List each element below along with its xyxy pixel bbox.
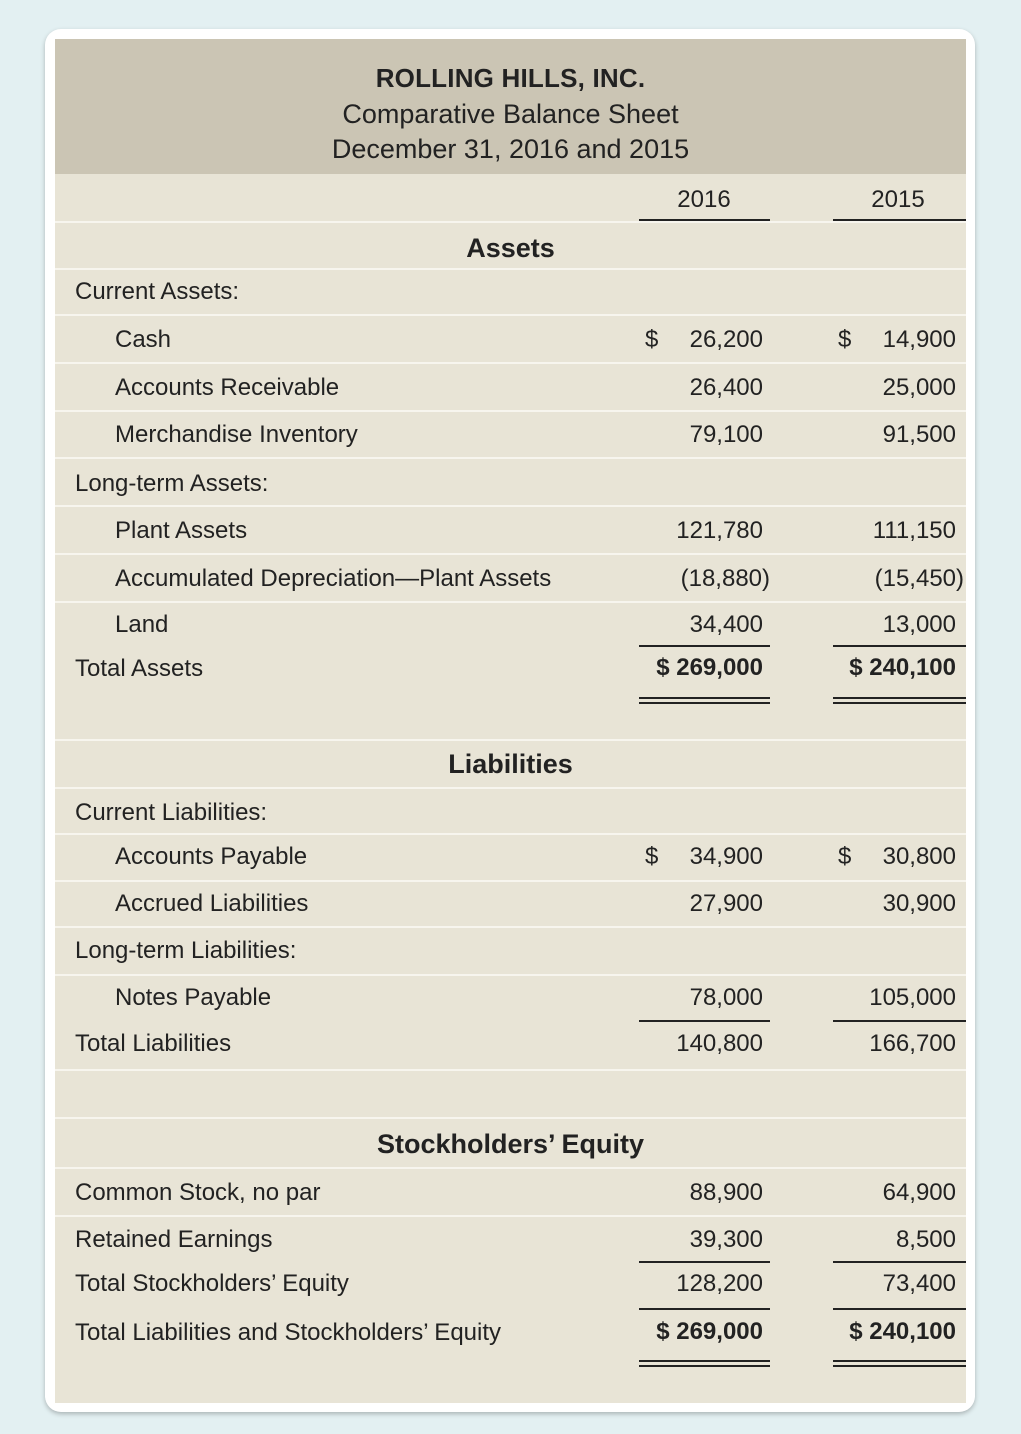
row-label: Merchandise Inventory — [115, 421, 358, 448]
double-rule-2015 — [833, 697, 966, 699]
value-2015: 166,700 — [869, 1030, 956, 1057]
value-2016: $ 269,000 — [656, 654, 763, 681]
statement-header — [55, 39, 966, 174]
value-2016: 121,780 — [676, 517, 763, 544]
row-label: Accounts Payable — [115, 843, 308, 870]
year-2016-header: 2016 — [677, 186, 731, 213]
value-2016: 78,000 — [689, 984, 763, 1011]
assets-heading-row — [55, 221, 966, 268]
row-label: Total Stockholders’ Equity — [75, 1270, 349, 1297]
table-row — [55, 601, 966, 646]
double-rule-2015 — [833, 702, 966, 704]
table-row — [55, 1167, 966, 1215]
equity-heading: Stockholders’ Equity — [376, 1129, 645, 1159]
long-term-assets-row — [55, 457, 966, 505]
value-2016: 140,800 — [676, 1030, 763, 1057]
spacer-row — [55, 1069, 966, 1117]
value-2015: (15,450) — [874, 565, 964, 592]
value-2016: 26,200 — [689, 326, 763, 353]
total-liabilities-row — [55, 1022, 966, 1069]
value-2015: $ 240,100 — [849, 654, 956, 681]
long-term-liabilities-label: Long-term Liabilities: — [75, 937, 297, 964]
value-2015: 14,900 — [882, 326, 956, 353]
row-label: Plant Assets — [115, 517, 248, 544]
double-rule-2015 — [833, 1365, 966, 1367]
long-term-assets-label: Long-term Assets: — [75, 470, 269, 497]
value-2016: 34,400 — [689, 611, 763, 638]
value-2016: $ 269,000 — [656, 1318, 763, 1345]
value-2016: 79,100 — [689, 421, 763, 448]
statement-date: December 31, 2016 and 2015 — [331, 134, 690, 164]
total-assets-row — [55, 647, 966, 694]
value-2015: 73,400 — [882, 1270, 956, 1297]
table-row — [55, 505, 966, 553]
double-rule-2016 — [639, 1365, 770, 1367]
value-2015: 64,900 — [882, 1179, 956, 1206]
value-2016: (18,880) — [680, 565, 770, 592]
currency-symbol: $ — [645, 326, 659, 353]
row-label: Total Liabilities and Stockholders’ Equity — [75, 1319, 502, 1346]
current-liabilities-label: Current Liabilities: — [75, 799, 268, 826]
currency-symbol: $ — [838, 843, 852, 870]
current-assets-row — [55, 268, 966, 314]
row-label: Accumulated Depreciation—Plant Assets — [115, 565, 552, 592]
table-row — [55, 362, 966, 410]
year-2015-header: 2015 — [871, 186, 925, 213]
current-liabilities-row — [55, 787, 966, 833]
value-2016: 34,900 — [689, 843, 763, 870]
value-2015: 105,000 — [869, 984, 956, 1011]
liabilities-heading-row — [55, 739, 966, 787]
assets-heading: Assets — [466, 233, 555, 263]
double-rule-2016 — [639, 702, 770, 704]
row-label: Notes Payable — [115, 984, 272, 1011]
row-label: Common Stock, no par — [75, 1179, 321, 1206]
value-2015: 111,150 — [872, 517, 956, 544]
current-assets-label: Current Assets: — [75, 278, 240, 305]
row-label: Total Liabilities — [75, 1030, 232, 1057]
row-label: Cash — [115, 326, 172, 353]
double-rule-2016 — [639, 697, 770, 699]
value-2015: 8,500 — [895, 1226, 956, 1253]
total-equity-row — [55, 1263, 966, 1308]
currency-symbol: $ — [645, 843, 659, 870]
row-label: Retained Earnings — [75, 1226, 273, 1253]
row-label: Accounts Receivable — [115, 374, 340, 401]
row-label: Land — [115, 611, 169, 638]
table-row — [55, 974, 966, 1020]
row-label: Accrued Liabilities — [115, 890, 309, 917]
value-2015: 30,800 — [882, 843, 956, 870]
value-2016: 88,900 — [689, 1179, 763, 1206]
value-2016: 26,400 — [689, 374, 763, 401]
total-liabilities-equity-row — [55, 1310, 966, 1357]
year-header-row — [55, 174, 966, 220]
table-row — [55, 314, 966, 362]
double-rule-2015 — [833, 1360, 966, 1362]
balance-sheet-panel — [55, 39, 966, 1403]
equity-heading-row — [55, 1117, 966, 1167]
value-2016: 128,200 — [676, 1270, 763, 1297]
value-2016: 39,300 — [689, 1226, 763, 1253]
table-row — [55, 553, 966, 601]
table-row — [55, 880, 966, 926]
value-2015: 91,500 — [882, 421, 956, 448]
table-row — [55, 833, 966, 880]
company-name: ROLLING HILLS, INC. — [375, 63, 646, 93]
table-row — [55, 1215, 966, 1261]
row-label: Total Assets — [75, 655, 204, 682]
currency-symbol: $ — [838, 326, 852, 353]
table-row — [55, 410, 966, 457]
liabilities-heading: Liabilities — [448, 749, 573, 779]
long-term-liabilities-row — [55, 926, 966, 974]
value-2015: 13,000 — [882, 611, 956, 638]
value-2016: 27,900 — [689, 890, 763, 917]
double-rule-2016 — [639, 1360, 770, 1362]
statement-title: Comparative Balance Sheet — [342, 99, 679, 129]
balance-sheet-card — [45, 29, 975, 1412]
value-2015: 30,900 — [882, 890, 956, 917]
value-2015: $ 240,100 — [849, 1318, 956, 1345]
value-2015: 25,000 — [882, 374, 956, 401]
